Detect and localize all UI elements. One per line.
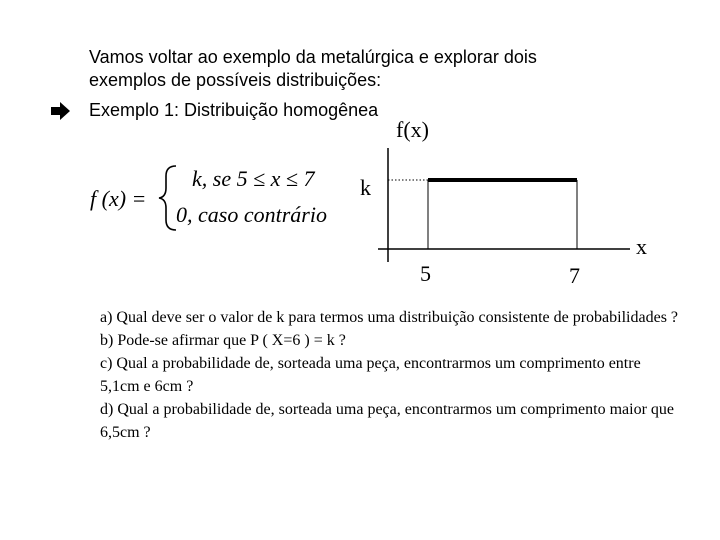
formula-case-1: k, se 5 ≤ x ≤ 7 (192, 166, 315, 191)
intro-line-2: exemplos de possíveis distribuições: (89, 70, 382, 90)
question-c: c) Qual a probabilidade de, sorteada uma peça, encontrarmos um comprimento entre 5,1cm e 6cm ? (100, 355, 641, 395)
formula-lhs: f (x) = (90, 186, 147, 211)
x-axis-label: x (636, 234, 647, 259)
question-b: b) Pode-se afirmar que P ( X=6 ) = k ? (100, 332, 346, 349)
tick-5: 5 (420, 261, 431, 286)
k-label: k (360, 175, 371, 200)
y-axis-label: f(x) (396, 117, 429, 142)
formula-brace (159, 166, 176, 230)
formula-case-2: 0, caso contrário (176, 202, 327, 227)
question-d: d) Qual a probabilidade de, sorteada uma peça, encontrarmos um comprimento maior que 6,5cm ? (100, 401, 675, 441)
intro-line-1: Vamos voltar ao exemplo da metalúrgica e explorar dois (89, 47, 537, 67)
example-heading: Exemplo 1: Distribuição homogênea (89, 100, 379, 120)
questions-list (100, 306, 680, 444)
question-a: a) Qual deve ser o valor de k para termos uma distribuição consistente de probabilidades ? (100, 309, 679, 326)
tick-7: 7 (569, 263, 580, 288)
